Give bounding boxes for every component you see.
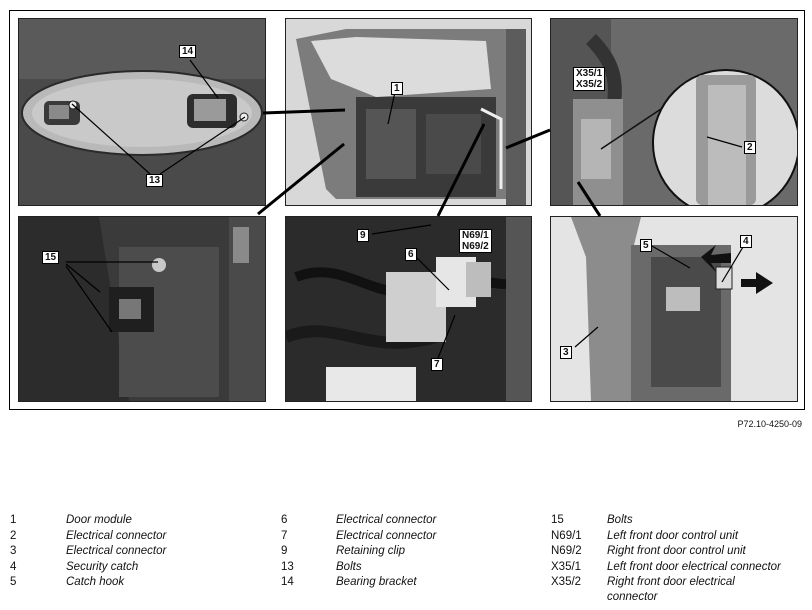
legend-row [0, 529, 812, 544]
legend-key: 13 [281, 561, 294, 573]
photo-door-electrical-connector [550, 18, 798, 206]
figure-reference: P72.10-4250-09 [737, 419, 802, 429]
callout-1: 1 [391, 82, 403, 95]
bearing-bracket-illustration [19, 19, 265, 205]
legend-key: X35/2 [551, 576, 582, 588]
legend-desc: Electrical connector [66, 530, 167, 542]
legend-key: 2 [10, 530, 17, 542]
callout-6: 6 [405, 248, 417, 261]
legend-desc: Electrical connector [66, 545, 167, 557]
legend-desc: Door module [66, 514, 132, 526]
callout-5: 5 [640, 239, 652, 252]
control-unit-wiring-illustration [286, 217, 531, 401]
legend-desc: Security catch [66, 561, 139, 573]
legend-key: 9 [281, 545, 288, 557]
photo-bearing-bracket [18, 18, 266, 206]
photo-door-frame-bolts [18, 216, 266, 402]
legend-desc: Electrical connector [336, 514, 437, 526]
legend-key: 4 [10, 561, 17, 573]
legend-key: 15 [551, 514, 564, 526]
legend-desc: Right front door control unit [607, 545, 746, 557]
legend-key: N69/2 [551, 545, 582, 557]
photo-control-unit-wiring [285, 216, 532, 402]
callout-9: 9 [357, 229, 369, 242]
callout-13: 13 [146, 174, 163, 187]
legend-key: 6 [281, 514, 288, 526]
photo-catch-hook [550, 216, 798, 402]
legend-desc: Right front door electrical connector [607, 576, 735, 603]
door-module-illustration [286, 19, 531, 205]
legend-key: 5 [10, 576, 17, 588]
legend-desc: Bearing bracket [336, 576, 417, 588]
callout-3: 3 [560, 346, 572, 359]
legend-key: 7 [281, 530, 288, 542]
callout-14: 14 [179, 45, 196, 58]
legend-desc: Bolts [336, 561, 362, 573]
callout-15: 15 [42, 251, 59, 264]
legend-row [0, 560, 812, 575]
callout-n69: N69/1 N69/2 [459, 229, 492, 253]
legend-desc: Catch hook [66, 576, 125, 588]
catch-hook-illustration [551, 217, 797, 401]
callout-2: 2 [744, 141, 756, 154]
legend-key: 1 [10, 514, 17, 526]
callout-4: 4 [740, 235, 752, 248]
legend-desc: Left front door electrical connector [607, 561, 781, 573]
legend-key: 3 [10, 545, 17, 557]
legend-key: X35/1 [551, 561, 582, 573]
legend-row [0, 575, 812, 603]
legend-desc: Retaining clip [336, 545, 406, 557]
legend-row [0, 544, 812, 559]
callout-x35: X35/1 X35/2 [573, 67, 605, 91]
legend-desc: Electrical connector [336, 530, 437, 542]
legend-desc: Left front door control unit [607, 530, 739, 542]
callout-7: 7 [431, 358, 443, 371]
legend-key: N69/1 [551, 530, 582, 542]
legend-key: 14 [281, 576, 294, 588]
door-frame-bolts-illustration [19, 217, 265, 401]
door-electrical-connector-illustration [551, 19, 797, 205]
photo-door-module [285, 18, 532, 206]
legend-desc: Bolts [607, 514, 633, 526]
legend-row [0, 513, 812, 528]
